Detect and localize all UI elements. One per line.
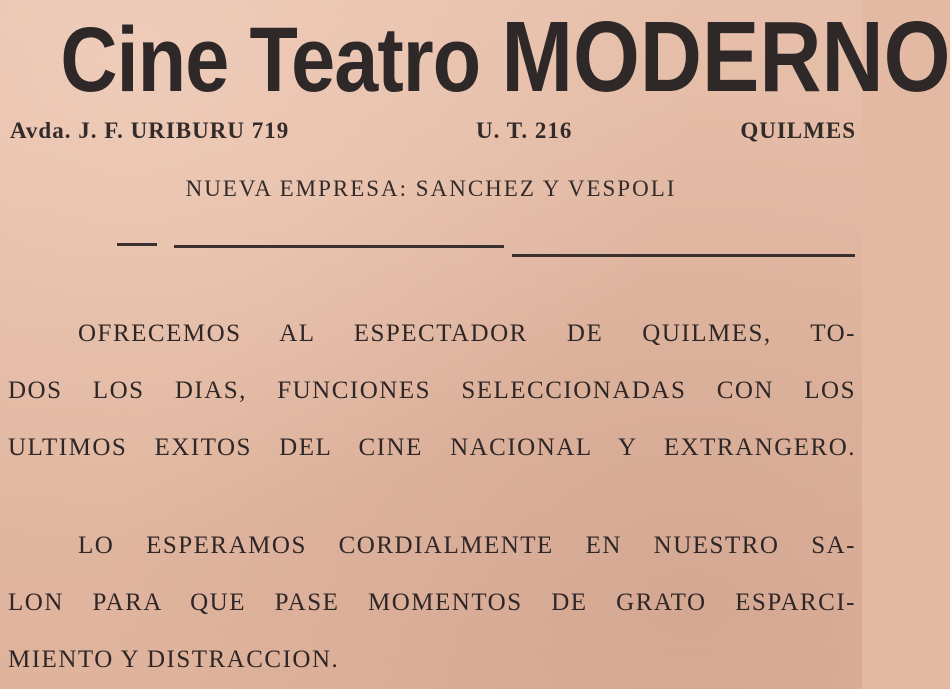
cinema-title	[60, 1, 950, 115]
paragraph-welcome	[8, 517, 856, 688]
company-line: NUEVA EMPRESA: SANCHEZ Y VESPOLI	[185, 176, 677, 201]
phone-text: U. T. 216	[476, 118, 573, 143]
address-text: Avda. J. F. URIBURU 719	[10, 118, 290, 143]
title-main: MODERNO	[501, 1, 950, 113]
city-text: QUILMES	[740, 118, 856, 143]
paragraph-offer	[8, 305, 856, 476]
divider-segment-2	[174, 245, 504, 248]
paragraph-welcome-line: MIENTO Y DISTRACCION.	[8, 646, 340, 673]
divider-segment-1	[117, 243, 157, 246]
paragraph-offer-line: ULTIMOS EXITOS DEL CINE NACIONAL Y EXTRANGERO.	[8, 434, 856, 461]
title-prefix: Cine Teatro	[60, 9, 502, 111]
paragraph-offer-line: OFRECEMOS AL ESPECTADOR DE QUILMES, TO-	[78, 320, 856, 347]
divider-segment-3	[512, 254, 855, 257]
paragraph-welcome-line: LON PARA QUE PASE MOMENTOS DE GRATO ESPARCI-	[8, 589, 856, 616]
paragraph-welcome-line: LO ESPERAMOS CORDIALMENTE EN NUESTRO SA-	[78, 532, 856, 559]
paragraph-offer-line: DOS LOS DIAS, FUNCIONES SELECCIONADAS CON LOS	[8, 377, 856, 404]
